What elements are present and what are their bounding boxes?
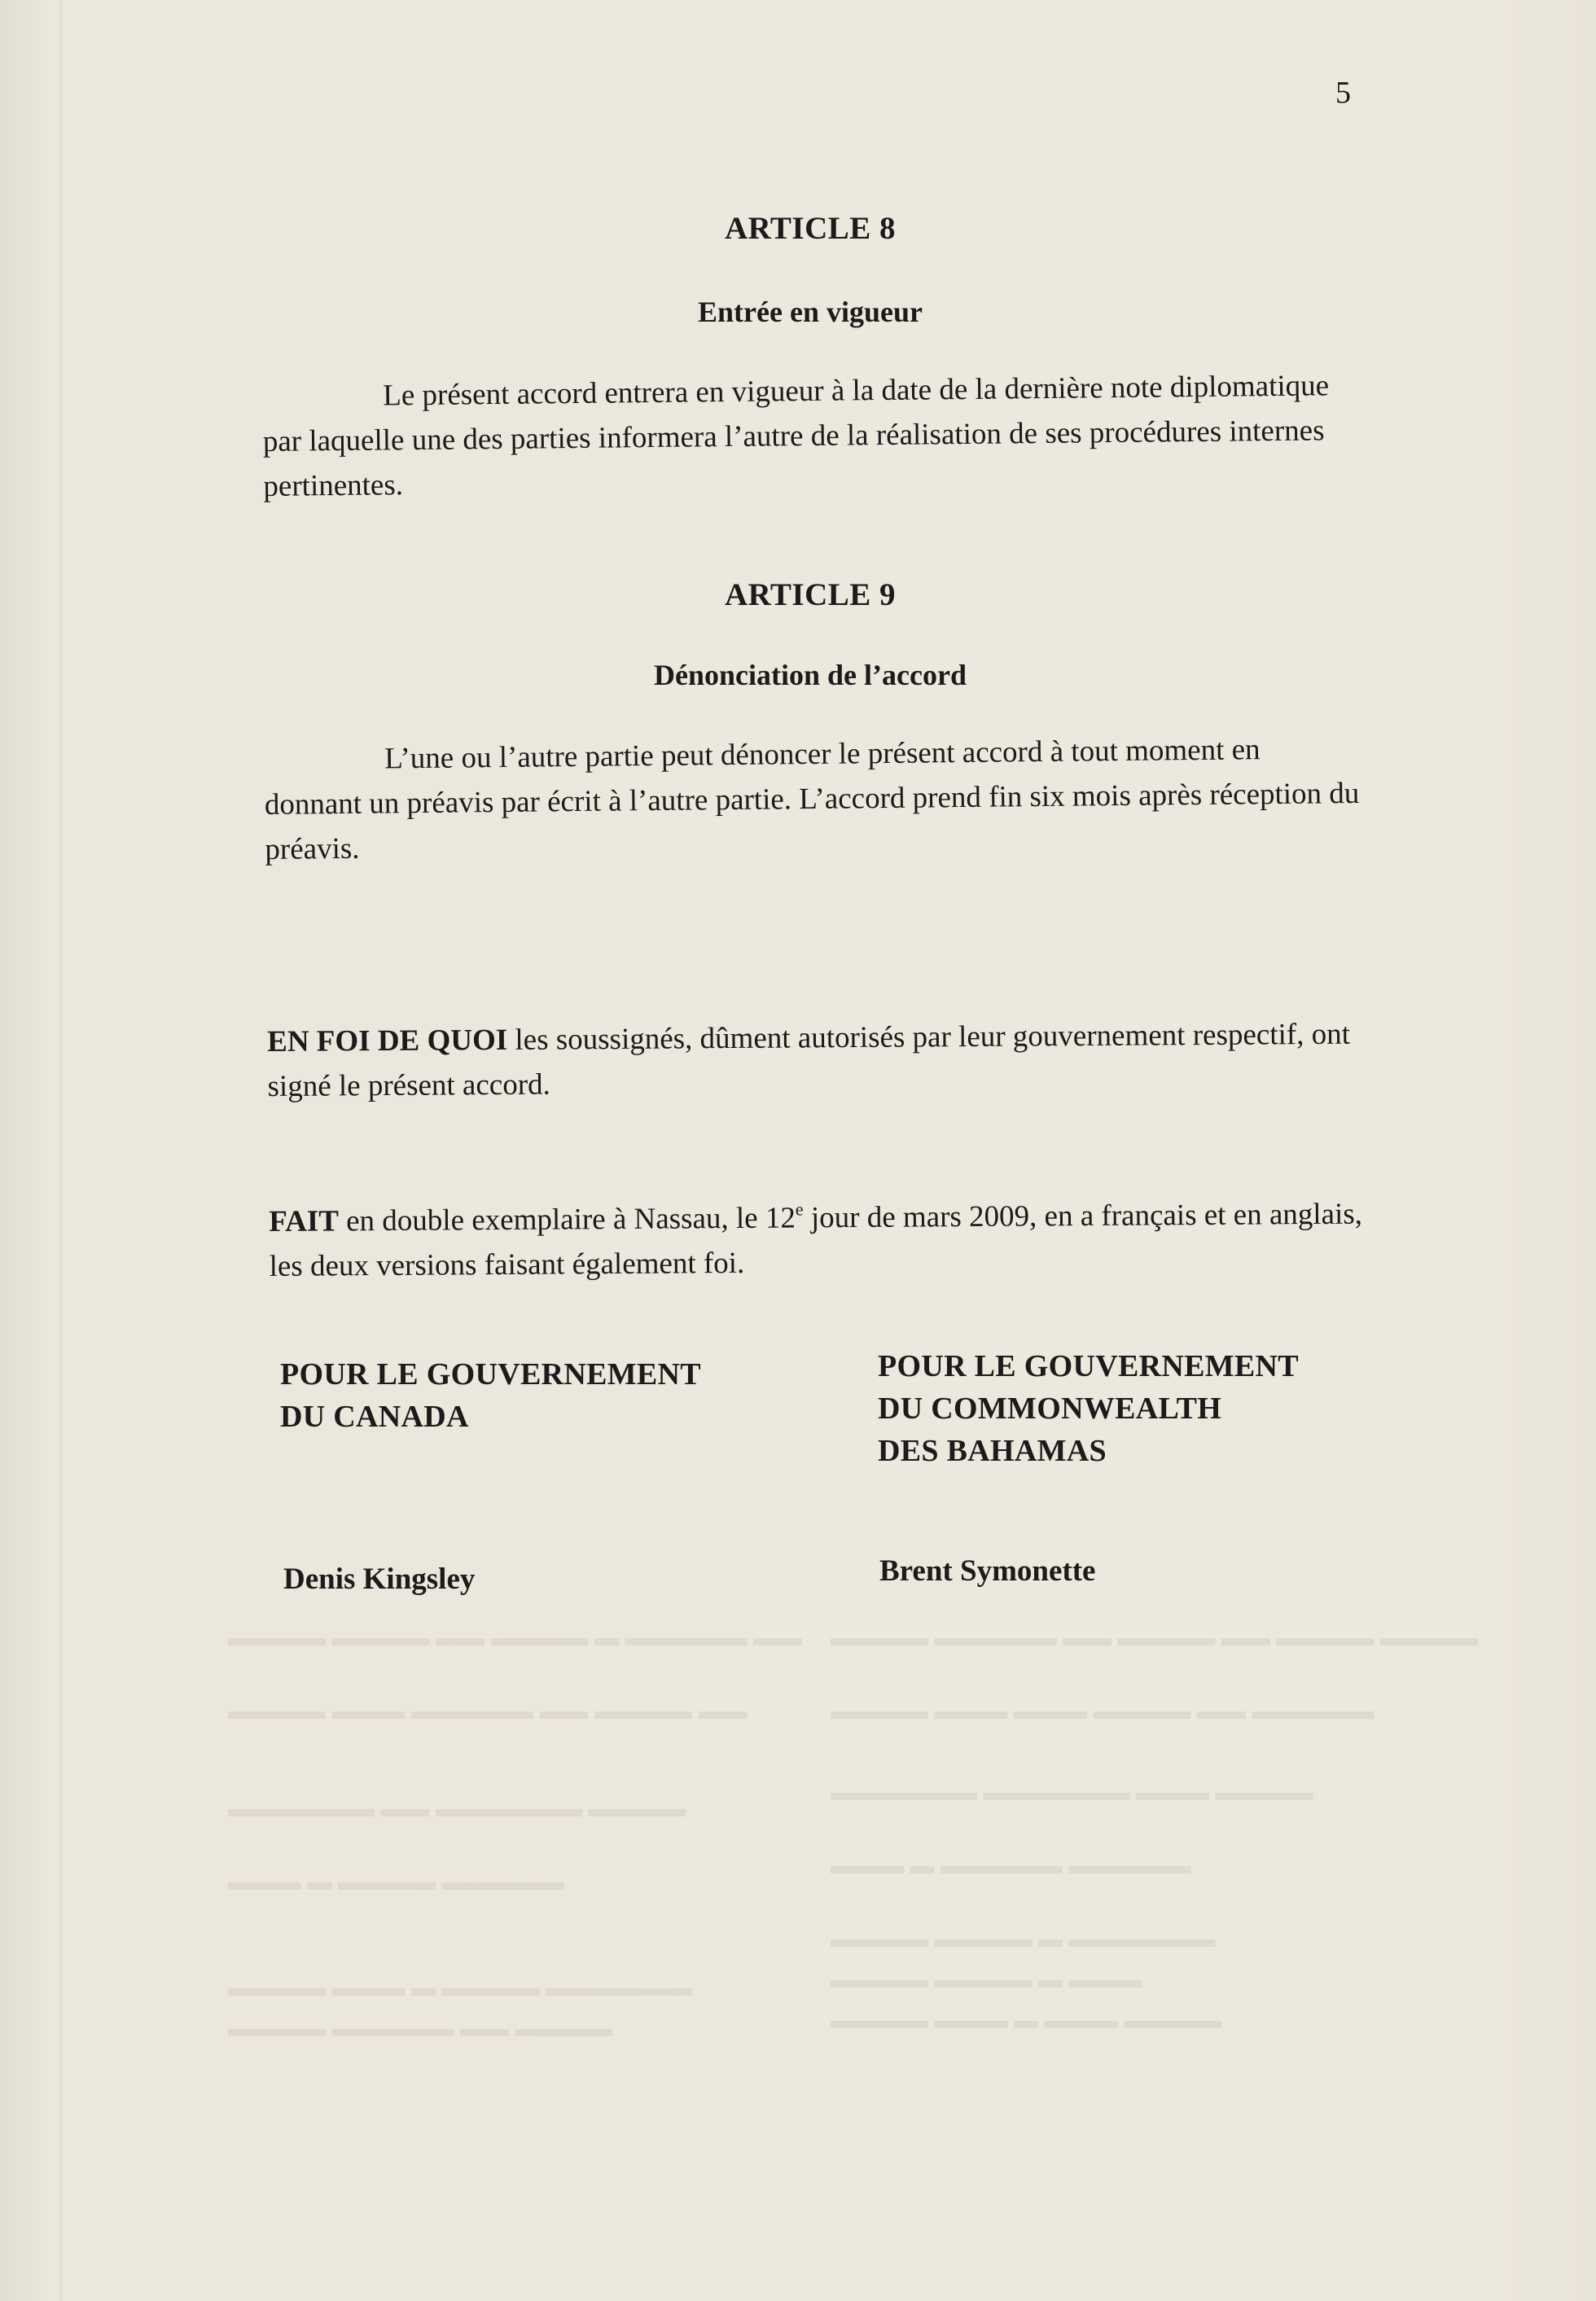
bleed-through-line: ▬▬▬▬ ▬▬▬ ▬▬▬▬▬▬ ▬▬▬▬▬▬ xyxy=(831,1779,1313,1806)
article-9-body xyxy=(264,726,1361,872)
witness-text: les soussignés, dûment autorisés par leur gouvernement respectif, ont signé le présent accord. xyxy=(267,1017,1351,1103)
paragraph-indent xyxy=(264,768,384,769)
paragraph-indent xyxy=(262,405,383,406)
bleed-through-line: ▬▬ ▬▬▬▬▬ ▬ ▬▬▬▬ ▬▬ ▬▬▬▬ ▬▬▬▬ xyxy=(228,1624,802,1651)
witness-clause xyxy=(267,1012,1363,1109)
done-clause xyxy=(269,1182,1397,1289)
signatory-line: POUR LE GOUVERNEMENT xyxy=(878,1349,1299,1383)
signer-name-bahamas: Brent Symonette xyxy=(879,1554,1096,1588)
page-fold-shadow xyxy=(60,0,62,2301)
signatory-block-bahamas xyxy=(878,1345,1299,1472)
signatory-line: DU COMMONWEALTH xyxy=(878,1392,1222,1426)
article-8-body xyxy=(262,363,1367,509)
page-number: 5 xyxy=(1335,76,1351,110)
article-8-subtitle: Entrée en vigueur xyxy=(698,296,923,328)
bleed-through-line: ▬▬▬▬▬▬ ▬ ▬▬▬▬ ▬▬▬▬ xyxy=(831,1926,1216,1953)
signatory-line: DU CANADA xyxy=(280,1400,469,1434)
done-text-after: jour de mars 2009, en a français et en anglais, les deux versions faisant également foi. xyxy=(269,1197,1363,1283)
ordinal-superscript: e xyxy=(795,1199,804,1220)
bleed-through-line: ▬▬▬ ▬ ▬▬▬▬ ▬▬▬▬ xyxy=(831,1966,1142,1993)
signatory-line: DES BAHAMAS xyxy=(878,1434,1107,1468)
bleed-through-line: ▬▬▬▬ ▬▬▬▬▬▬ ▬▬ ▬▬▬▬▬▬ xyxy=(228,1795,686,1822)
bleed-through-line: ▬▬▬▬ ▬▬▬ ▬ ▬▬▬ ▬▬▬▬ xyxy=(831,2007,1221,2034)
bleed-through-line: ▬▬▬▬▬▬ ▬▬▬▬ ▬ ▬▬▬ ▬▬▬▬ xyxy=(228,1974,692,2001)
bleed-through-line: ▬▬▬▬▬ ▬▬▬▬▬ ▬ ▬▬▬ xyxy=(831,1852,1191,1879)
done-lead: FAIT xyxy=(269,1204,340,1238)
article-9-title: ARTICLE 9 xyxy=(724,577,897,612)
signatory-line: POUR LE GOUVERNEMENT xyxy=(280,1357,701,1392)
bleed-through-line: ▬▬▬▬▬ ▬▬ ▬▬▬▬ ▬▬▬ ▬▬▬ ▬▬▬▬ xyxy=(831,1698,1375,1725)
article-9-text: L’une ou l’autre partie peut dénoncer le présent accord à tout moment en donnant un préavis par écrit à l’autre partie. L’accord prend fin six mois après réception du préavis. xyxy=(264,733,1360,866)
article-8-text: Le présent accord entrera en vigueur à la date de la dernière note diplomatique par laquelle une des parties informera l’autre de la réalisation de ses procédures internes pertinentes. xyxy=(262,369,1330,503)
bleed-through-line: ▬▬▬▬ ▬▬▬▬ ▬▬ ▬▬▬▬ ▬▬ ▬▬▬▬▬ ▬▬▬▬ xyxy=(831,1624,1478,1651)
done-text-before: en double exemplaire à Nassau, le 12 xyxy=(338,1201,796,1238)
signer-name-canada: Denis Kingsley xyxy=(283,1562,476,1596)
bleed-through-line: ▬▬▬▬ ▬▬ ▬▬▬▬▬ ▬▬▬▬ xyxy=(228,2015,613,2042)
witness-lead: EN FOI DE QUOI xyxy=(267,1023,508,1058)
bleed-through-line: ▬▬ ▬▬▬▬ ▬▬ ▬▬▬▬▬ ▬▬▬ ▬▬▬▬ xyxy=(228,1698,748,1725)
article-8-title: ARTICLE 8 xyxy=(724,211,897,246)
signatory-block-canada xyxy=(280,1353,701,1438)
article-9-subtitle: Dénonciation de l’accord xyxy=(654,659,967,691)
bleed-through-line: ▬▬▬▬▬ ▬▬▬▬ ▬ ▬▬▬ xyxy=(228,1869,564,1896)
